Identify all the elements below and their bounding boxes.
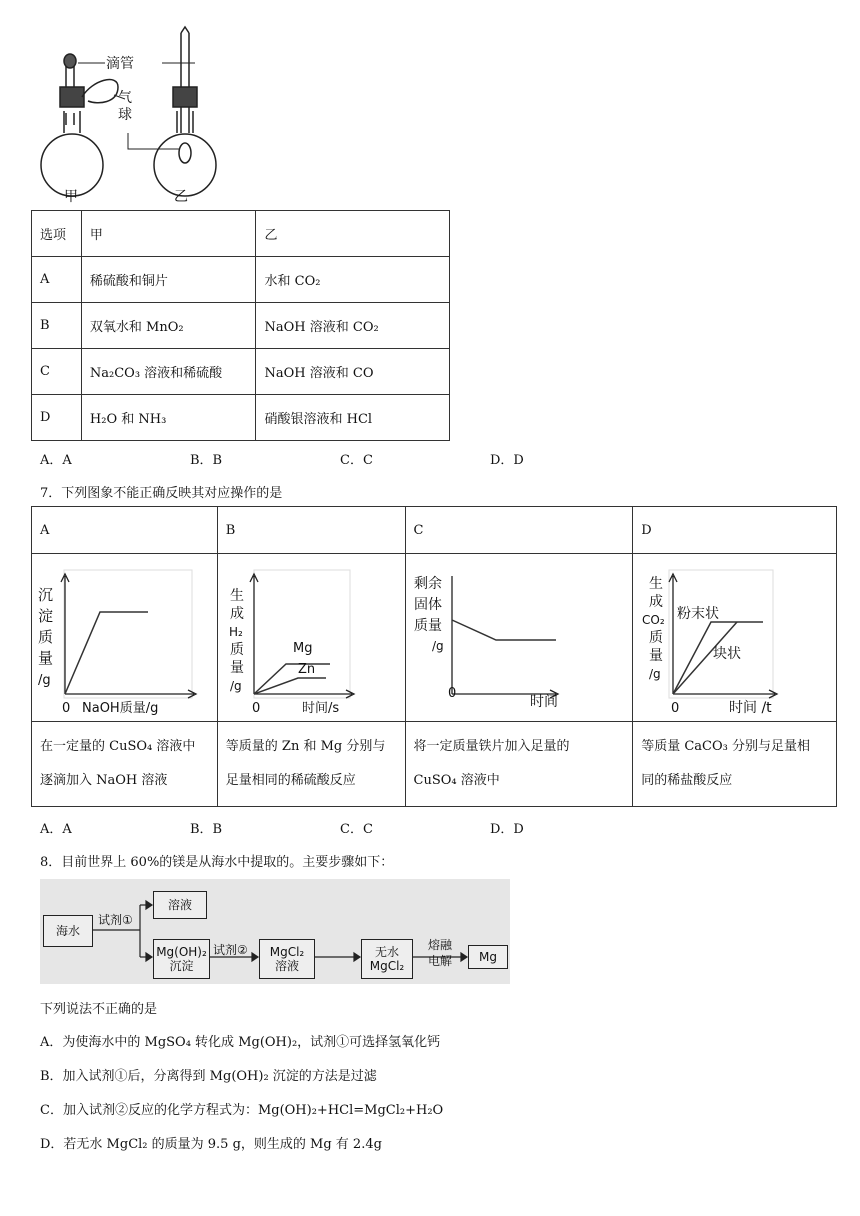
choice-c[interactable]: C．加入试剂②反应的化学方程式为：Mg(OH)₂+HCl=MgCl₂+H₂O — [40, 1103, 444, 1118]
x-axis — [254, 690, 354, 698]
graph-d — [633, 554, 835, 720]
box-anhydrous-mgcl2: 无水 MgCl₂ — [361, 939, 413, 979]
table-cell: 稀硫酸和铜片 — [81, 257, 256, 303]
y-label-2: 成 — [229, 606, 244, 622]
option-c[interactable]: C．C — [340, 453, 373, 468]
y-label-2: 淀 — [38, 607, 54, 625]
curve-precipitate — [65, 612, 148, 694]
table-header-cell: D — [633, 507, 837, 554]
table-cell: B — [32, 303, 82, 349]
origin-label: 0 — [251, 701, 261, 716]
graph-cell-d — [633, 554, 837, 722]
dropper-bulb — [64, 54, 76, 68]
y-label-1: 沉 — [38, 586, 54, 604]
y-label-1: 剩余 — [413, 576, 442, 592]
series-label-mg: Mg — [292, 641, 313, 656]
graph-b — [218, 554, 404, 720]
option-b[interactable]: B．B — [190, 453, 223, 468]
stopper-jia — [60, 87, 84, 107]
x-label: NaOH质量/g — [82, 701, 159, 716]
table-row — [32, 722, 837, 807]
table-cell: C — [32, 349, 82, 395]
table-row — [32, 303, 450, 349]
table-cell: A — [32, 257, 82, 303]
y-axis — [250, 574, 258, 694]
y-label-4: 质 — [649, 630, 664, 646]
x-label: 时间 /t — [729, 700, 772, 716]
graph-cell-b — [217, 554, 405, 722]
table-row — [32, 349, 450, 395]
table-row — [32, 554, 837, 722]
table-row — [32, 257, 450, 303]
table-row — [32, 507, 837, 554]
x-axis — [673, 690, 777, 698]
y-label-1: 生 — [229, 588, 244, 604]
table-header-cell: 选项 — [32, 211, 82, 257]
y-label-5: 量 — [649, 648, 664, 664]
table-cell: H₂O 和 NH₃ — [81, 395, 256, 441]
description-cell: 将一定质量铁片加入足量的 CuSO₄ 溶液中 — [405, 722, 633, 807]
q7-options — [40, 818, 640, 836]
y-label-4: 质 — [229, 642, 244, 658]
balloon-yi — [179, 143, 191, 163]
series-label-block: 块状 — [713, 646, 742, 662]
q8-stem: 8．目前世界上 60%的镁是从海水中提取的。主要步骤如下： — [40, 855, 394, 870]
y-label-1: 生 — [649, 576, 664, 592]
description-cell: 等质量 CaCO₃ 分别与足量相 同的稀盐酸反应 — [633, 722, 837, 807]
table-cell: 水和 CO₂ — [256, 257, 450, 303]
label-reagent2: 试剂② — [213, 943, 248, 957]
graph-cell-c — [405, 554, 633, 722]
q7-table — [31, 506, 837, 807]
y-label-2: 成 — [649, 594, 664, 610]
y-label-3: H₂ — [228, 625, 243, 639]
table-header-cell: 乙 — [256, 211, 450, 257]
choice-d[interactable]: D．若无水 MgCl₂ 的质量为 9.5 g，则生成的 Mg 有 2.4g — [40, 1137, 382, 1152]
y-label-4: 量 — [38, 649, 54, 667]
choice-b[interactable]: B．加入试剂①后，分离得到 Mg(OH)₂ 沉淀的方法是过滤 — [40, 1069, 377, 1084]
box-solution: 溶液 — [153, 891, 207, 919]
y-axis — [669, 574, 677, 694]
q6-options — [40, 449, 640, 467]
curve-solid-mass — [452, 620, 556, 640]
table-header-cell: 甲 — [81, 211, 256, 257]
q8-question: 下列说法不正确的是 — [40, 1002, 158, 1017]
graph-cell-a — [32, 554, 218, 722]
table-row — [32, 211, 450, 257]
y-label-3: 质 — [38, 628, 54, 646]
option-a[interactable]: A．A — [40, 453, 72, 468]
flowchart — [40, 879, 510, 984]
x-axis — [65, 690, 196, 698]
choice-a[interactable]: A．为使海水中的 MgSO₄ 转化成 Mg(OH)₂，试剂①可选择氢氧化钙 — [40, 1035, 441, 1050]
q7-stem: 7．下列图象不能正确反映其对应操作的是 — [40, 486, 283, 501]
stopper-yi — [173, 87, 197, 107]
label-jia: 甲 — [64, 189, 78, 205]
label-balloon: 气 球 — [118, 90, 132, 123]
table-cell: NaOH 溶液和 CO₂ — [256, 303, 450, 349]
graph-a — [32, 554, 216, 720]
origin-label: 0 — [671, 701, 680, 716]
description-cell: 在一定量的 CuSO₄ 溶液中 逐滴加入 NaOH 溶液 — [32, 722, 218, 807]
y-label-5: /g — [38, 673, 51, 688]
description-cell: 等质量的 Zn 和 Mg 分别与 足量相同的稀硫酸反应 — [217, 722, 405, 807]
y-label-2: 固体 — [413, 597, 442, 613]
y-label-3: CO₂ — [642, 613, 665, 627]
label-dropper: 滴管 — [106, 56, 134, 72]
y-axis — [61, 574, 69, 694]
series-label-zn: Zn — [297, 662, 315, 677]
table-header-cell: B — [217, 507, 405, 554]
origin-label: 0 — [62, 701, 71, 716]
table-header-cell: C — [405, 507, 633, 554]
table-cell: Na₂CO₃ 溶液和稀硫酸 — [81, 349, 256, 395]
table-cell: 硝酸银溶液和 HCl — [256, 395, 450, 441]
box-mgoh2: Mg(OH)₂ 沉淀 — [153, 939, 210, 979]
table-cell: NaOH 溶液和 CO — [256, 349, 450, 395]
box-mgcl2-solution: MgCl₂ 溶液 — [259, 939, 315, 979]
y-label-3: 质量 — [413, 618, 442, 634]
graph-c — [406, 554, 632, 720]
option-c[interactable]: C．C — [340, 822, 373, 837]
box-seawater: 海水 — [43, 915, 93, 947]
label-yi: 乙 — [174, 189, 188, 205]
balloon-jia — [82, 80, 118, 103]
series-label-powder: 粉末状 — [677, 606, 720, 622]
option-b[interactable]: B．B — [190, 822, 223, 837]
table-cell: 双氧水和 MnO₂ — [81, 303, 256, 349]
box-mg: Mg — [468, 945, 508, 969]
table-row — [32, 395, 450, 441]
option-d[interactable]: D．D — [490, 822, 524, 837]
x-label: 时间/s — [301, 701, 339, 716]
q6-table — [31, 210, 450, 441]
option-a[interactable]: A．A — [40, 822, 72, 837]
y-label-4: /g — [431, 639, 444, 653]
table-header-cell: A — [32, 507, 218, 554]
curve-zn — [254, 678, 326, 694]
table-cell: D — [32, 395, 82, 441]
label-electrolysis: 熔融 电解 — [428, 938, 453, 968]
y-label-6: /g — [229, 679, 242, 693]
y-label-6: /g — [649, 667, 661, 681]
option-d[interactable]: D．D — [490, 453, 524, 468]
x-label: 时间 — [529, 694, 558, 710]
y-label-5: 量 — [229, 660, 244, 676]
origin-label: 0 — [447, 686, 456, 701]
label-reagent1: 试剂① — [98, 913, 133, 927]
